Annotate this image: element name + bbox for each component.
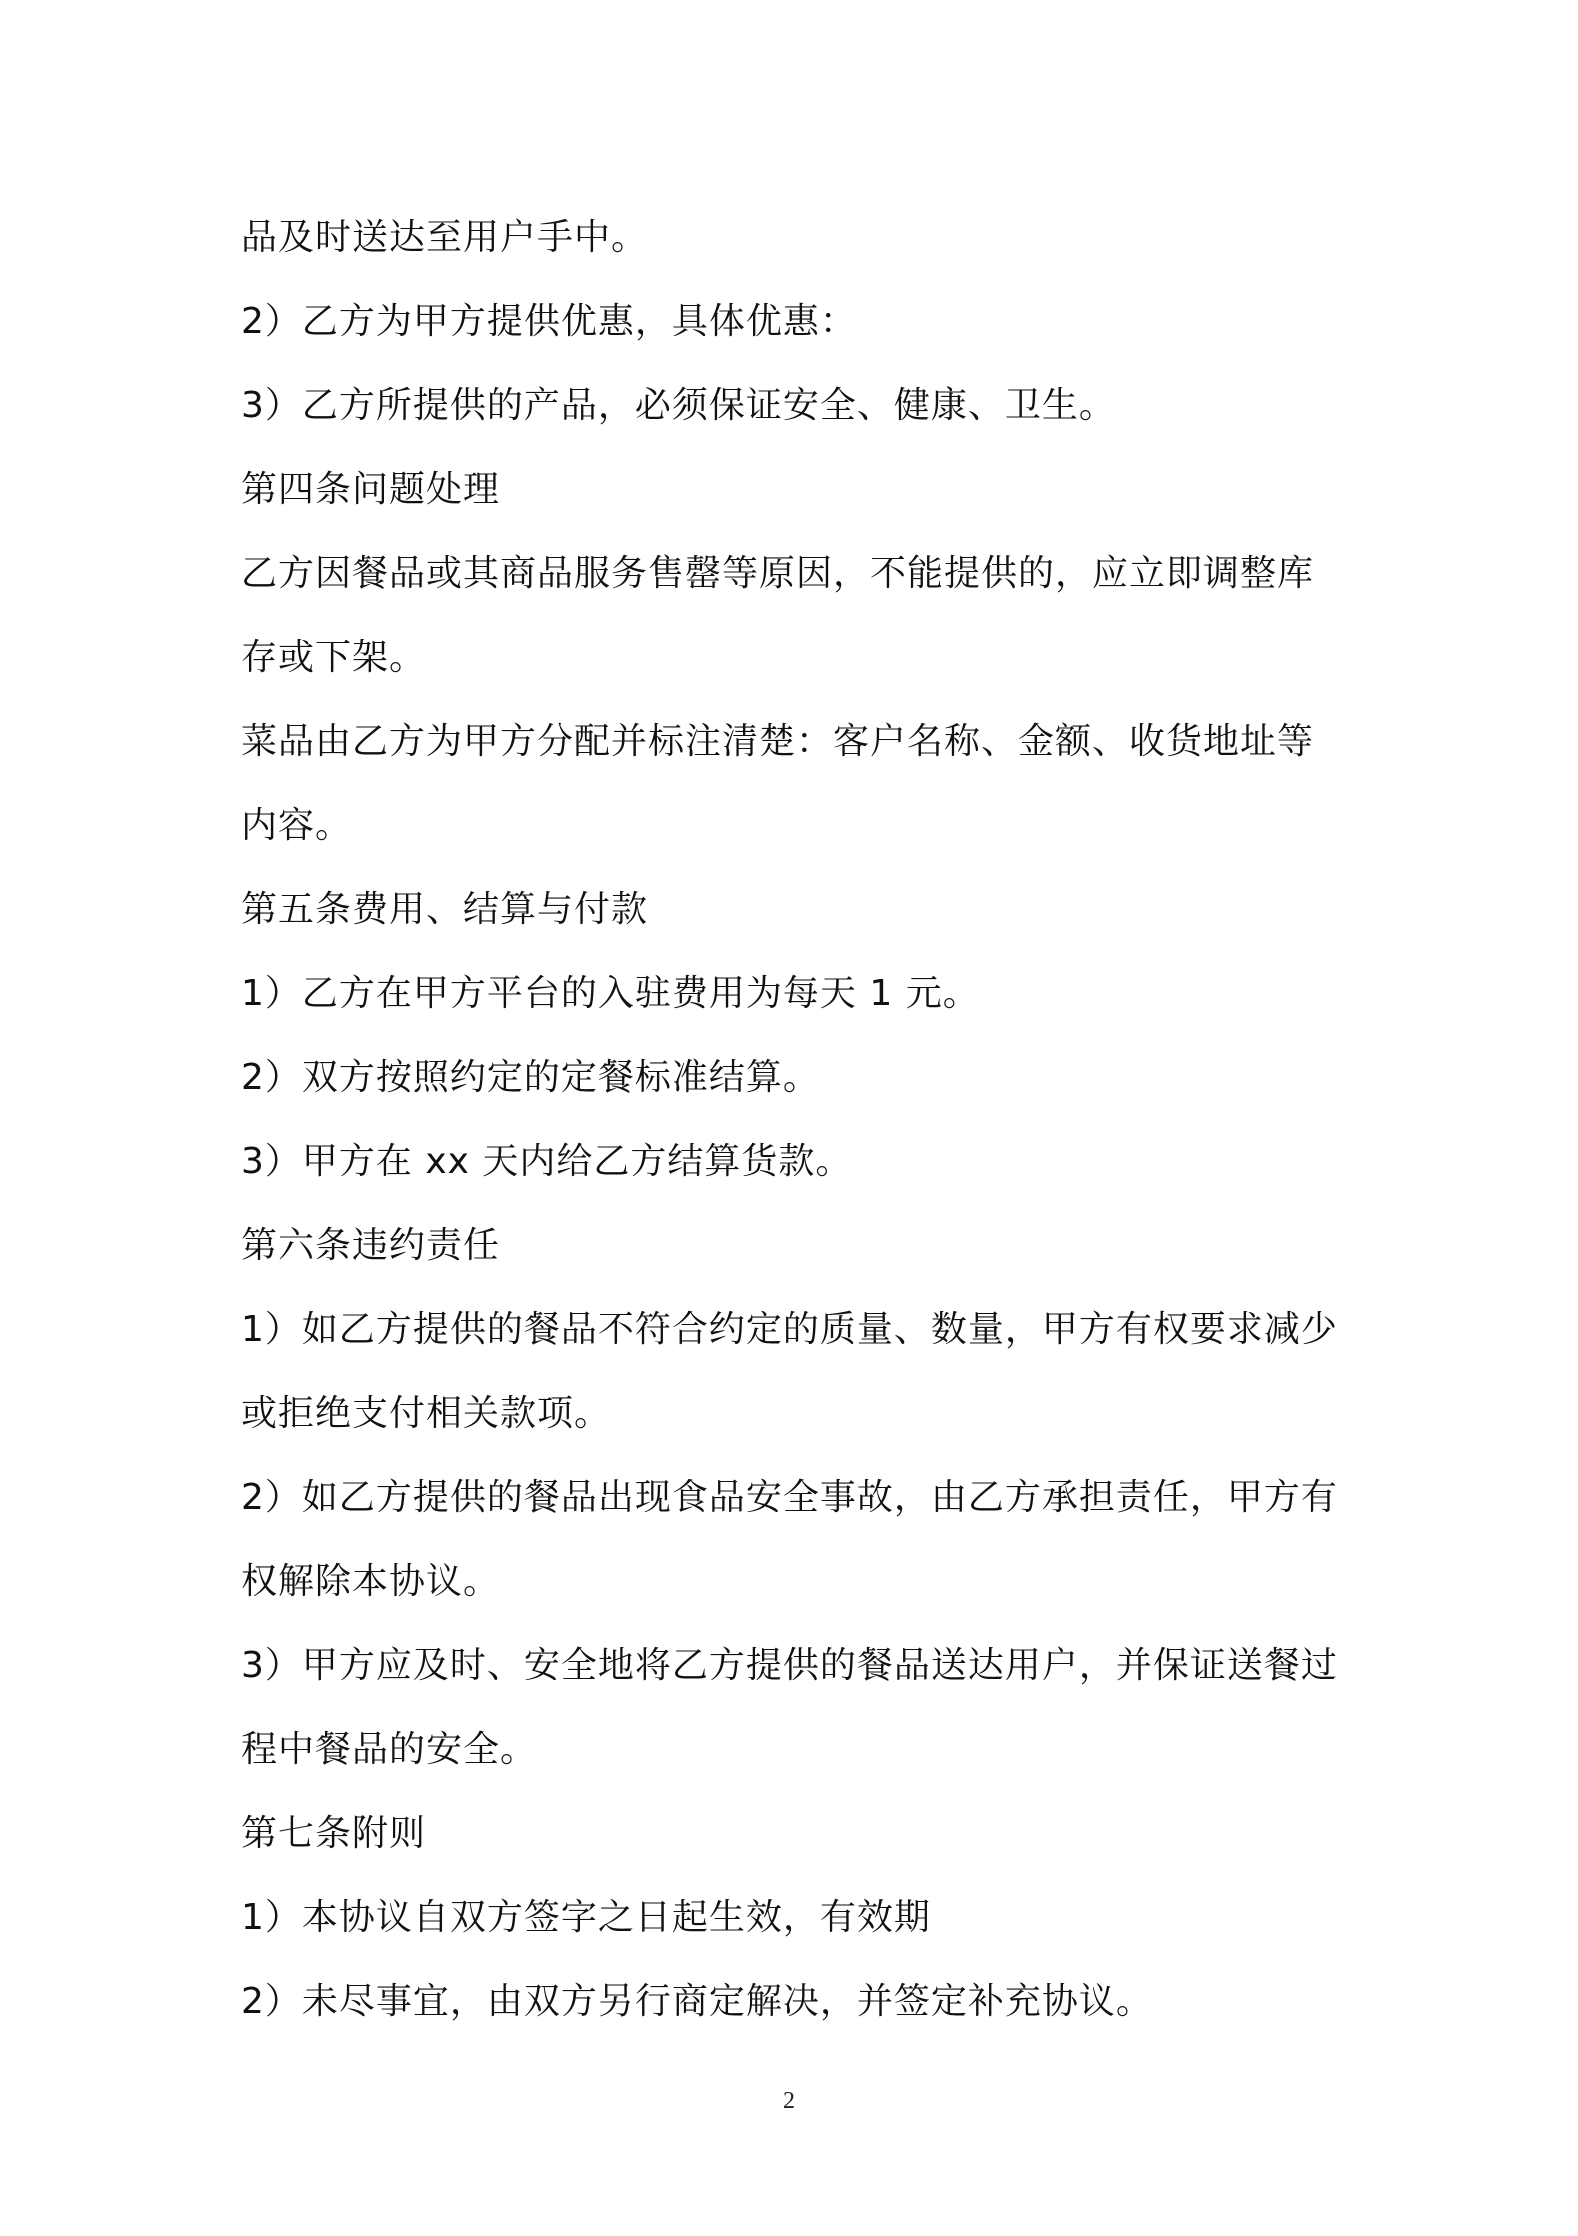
text-line: 1）乙方在甲方平台的入驻费用为每天 1 元。 xyxy=(241,973,980,1014)
text-line: 3）乙方所提供的产品，必须保证安全、健康、卫生。 xyxy=(241,385,1116,426)
text-line: 内容。 xyxy=(241,805,353,846)
text-line: 存或下架。 xyxy=(241,637,427,678)
page-number: 2 xyxy=(783,2088,795,2114)
text-line: 2）如乙方提供的餐品出现食品安全事故，由乙方承担责任，甲方有 xyxy=(241,1477,1338,1518)
text-line: 权解除本协议。 xyxy=(241,1561,501,1602)
text-line: 1）如乙方提供的餐品不符合约定的质量、数量，甲方有权要求减少 xyxy=(241,1309,1338,1350)
section-heading: 第六条违约责任 xyxy=(241,1225,501,1266)
text-line: 2）未尽事宜，由双方另行商定解决，并签定补充协议。 xyxy=(241,1981,1153,2022)
text-line: 品及时送达至用户手中。 xyxy=(241,217,649,258)
text-line: 菜品由乙方为甲方分配并标注清楚：客户名称、金额、收货地址等 xyxy=(241,721,1315,762)
section-heading: 第四条问题处理 xyxy=(241,469,501,510)
section-heading: 第五条费用、结算与付款 xyxy=(241,889,649,930)
text-line: 1）本协议自双方签字之日起生效，有效期 xyxy=(241,1897,931,1938)
text-line: 乙方因餐品或其商品服务售罄等原因，不能提供的，应立即调整库 xyxy=(241,553,1315,594)
text-line: 3）甲方应及时、安全地将乙方提供的餐品送达用户，并保证送餐过 xyxy=(241,1645,1338,1686)
text-line: 2）双方按照约定的定餐标准结算。 xyxy=(241,1057,820,1098)
section-heading: 第七条附则 xyxy=(241,1813,427,1854)
text-line: 2）乙方为甲方提供优惠，具体优惠： xyxy=(241,301,857,342)
text-line: 3）甲方在 xx 天内给乙方结算货款。 xyxy=(241,1141,853,1182)
text-line: 程中餐品的安全。 xyxy=(241,1729,538,1770)
document-body xyxy=(241,196,1361,2044)
text-line: 或拒绝支付相关款项。 xyxy=(241,1393,612,1434)
